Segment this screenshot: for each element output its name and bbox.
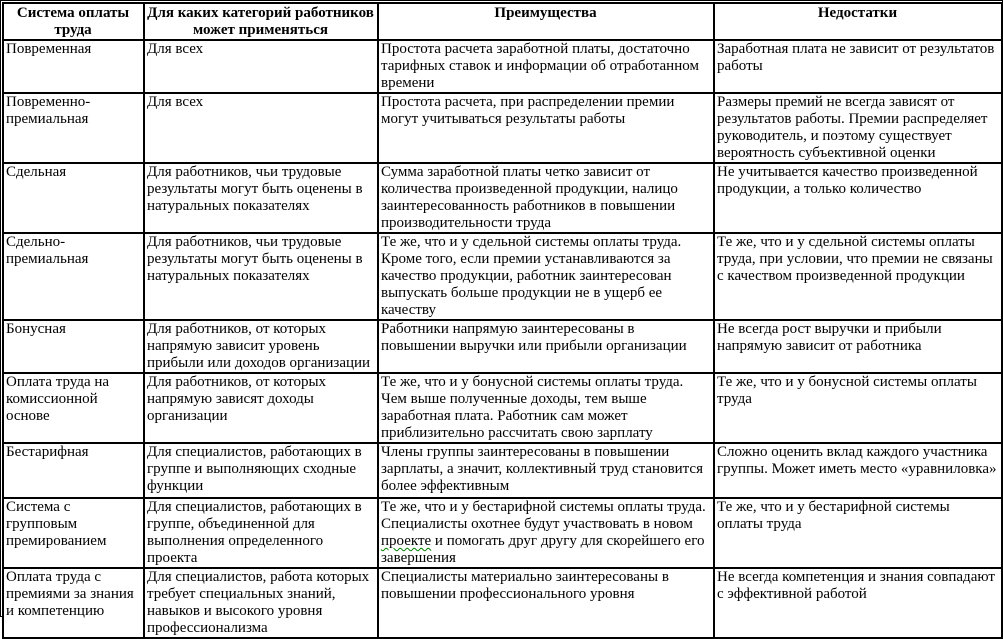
cell-advantages: Те же, что и у бонусной системы оплаты труда. Чем выше полученные доходы, тем выше заработная плата. Работник сам может приблизительно рассчитать свою зарплату [378,373,714,443]
cell-advantages-text: и помогать друг другу для скорейшего его завершения [381,533,705,566]
cell-system: Сдельно-премиальная [3,233,144,320]
wage-systems-table [2,2,1003,639]
table-row [3,568,1002,638]
cell-categories: Для специалистов, работающих в группе и выполняющих сходные функции [144,443,378,498]
cell-advantages: Простота расчета, при распределении премии могут учитываться результаты работы [378,93,714,163]
cell-system: Повременная [3,40,144,93]
cell-disadvantages: Не всегда рост выручки и прибыли напрямую зависит от работника [714,320,1002,373]
cell-disadvantages: Сложно оценить вклад каждого участника группы. Может иметь место «уравниловка» [714,443,1002,498]
table-row [3,40,1002,93]
cell-advantages-text: Те же, что и у бестарифной системы оплаты труда. Специалисты охотнее будут участвовать в новом [381,499,706,532]
table-row [3,320,1002,373]
table-row [3,163,1002,233]
cell-system: Оплата труда с премиями за знания и компетенцию [3,568,144,638]
cell-categories: Для всех [144,93,378,163]
cell-system: Бестарифная [3,443,144,498]
table-row [3,233,1002,320]
cell-disadvantages: Не учитывается качество произведенной продукции, а только количество [714,163,1002,233]
cell-advantages: Сумма заработной платы четко зависит от количества произведенной продукции, налицо заинтересованность работников в повышении производительности труда [378,163,714,233]
cell-categories: Для работников, от которых напрямую зависит уровень прибыли или доходов организации [144,320,378,373]
cell-disadvantages: Не всегда компетенция и знания совпадают с эффективной работой [714,568,1002,638]
table-row [3,93,1002,163]
cell-system: Система с групповым премированием [3,498,144,568]
cell-advantages: Те же, что и у сдельной системы оплаты труда. Кроме того, если премии устанавливаются за качество продукции, работник заинтересован выпускать больше продукции не в ущерб ее качеству [378,233,714,320]
cell-system: Повременно-премиальная [3,93,144,163]
cell-system: Сдельная [3,163,144,233]
cell-disadvantages: Те же, что и у бонусной системы оплаты труда [714,373,1002,443]
header-row [3,3,1002,40]
cell-disadvantages: Те же, что и у сдельной системы оплаты труда, при условии, что премии не связаны с качеством произведенной продукции [714,233,1002,320]
cell-system: Оплата труда на комиссионной основе [3,373,144,443]
cell-categories: Для работников, чьи трудовые результаты могут быть оценены в натуральных показателях [144,233,378,320]
cell-advantages: Специалисты материально заинтересованы в повышении профессионального уровня [378,568,714,638]
cell-categories: Для работников, от которых напрямую зависят доходы организации [144,373,378,443]
cell-categories: Для всех [144,40,378,93]
cell-advantages: Члены группы заинтересованы в повышении зарплаты, а значит, коллективный труд становится более эффективным [378,443,714,498]
column-header-categories: Для каких категорий работников может применяться [144,3,378,40]
cell-disadvantages: Размеры премий не всегда зависят от результатов работы. Премии распределяет руководитель, и поэтому существует вероятность субъективной оценки [714,93,1002,163]
cell-system: Бонусная [3,320,144,373]
cell-categories: Для специалистов, работающих в группе, объединенной для выполнения определенного проекта [144,498,378,568]
table-row [3,498,1002,568]
cell-categories: Для специалистов, работа которых требует специальных знаний, навыков и высокого уровня профессионализма [144,568,378,638]
column-header-system: Система оплаты труда [3,3,144,40]
table-row [3,443,1002,498]
cell-disadvantages: Заработная плата не зависит от результатов работы [714,40,1002,93]
column-header-advantages: Преимущества [378,3,714,40]
cell-disadvantages: Те же, что и у бестарифной системы оплаты труда [714,498,1002,568]
cell-advantages: Работники напрямую заинтересованы в повышении выручки или прибыли организации [378,320,714,373]
column-header-disadvantages: Недостатки [714,3,1002,40]
cell-categories: Для работников, чьи трудовые результаты могут быть оценены в натуральных показателях [144,163,378,233]
table-row [3,373,1002,443]
cell-advantages: Простота расчета заработной платы, достаточно тарифных ставок и информации об отработанном времени [378,40,714,93]
spellcheck-underlined-word: проекте [381,533,432,549]
cell-advantages [378,498,714,568]
